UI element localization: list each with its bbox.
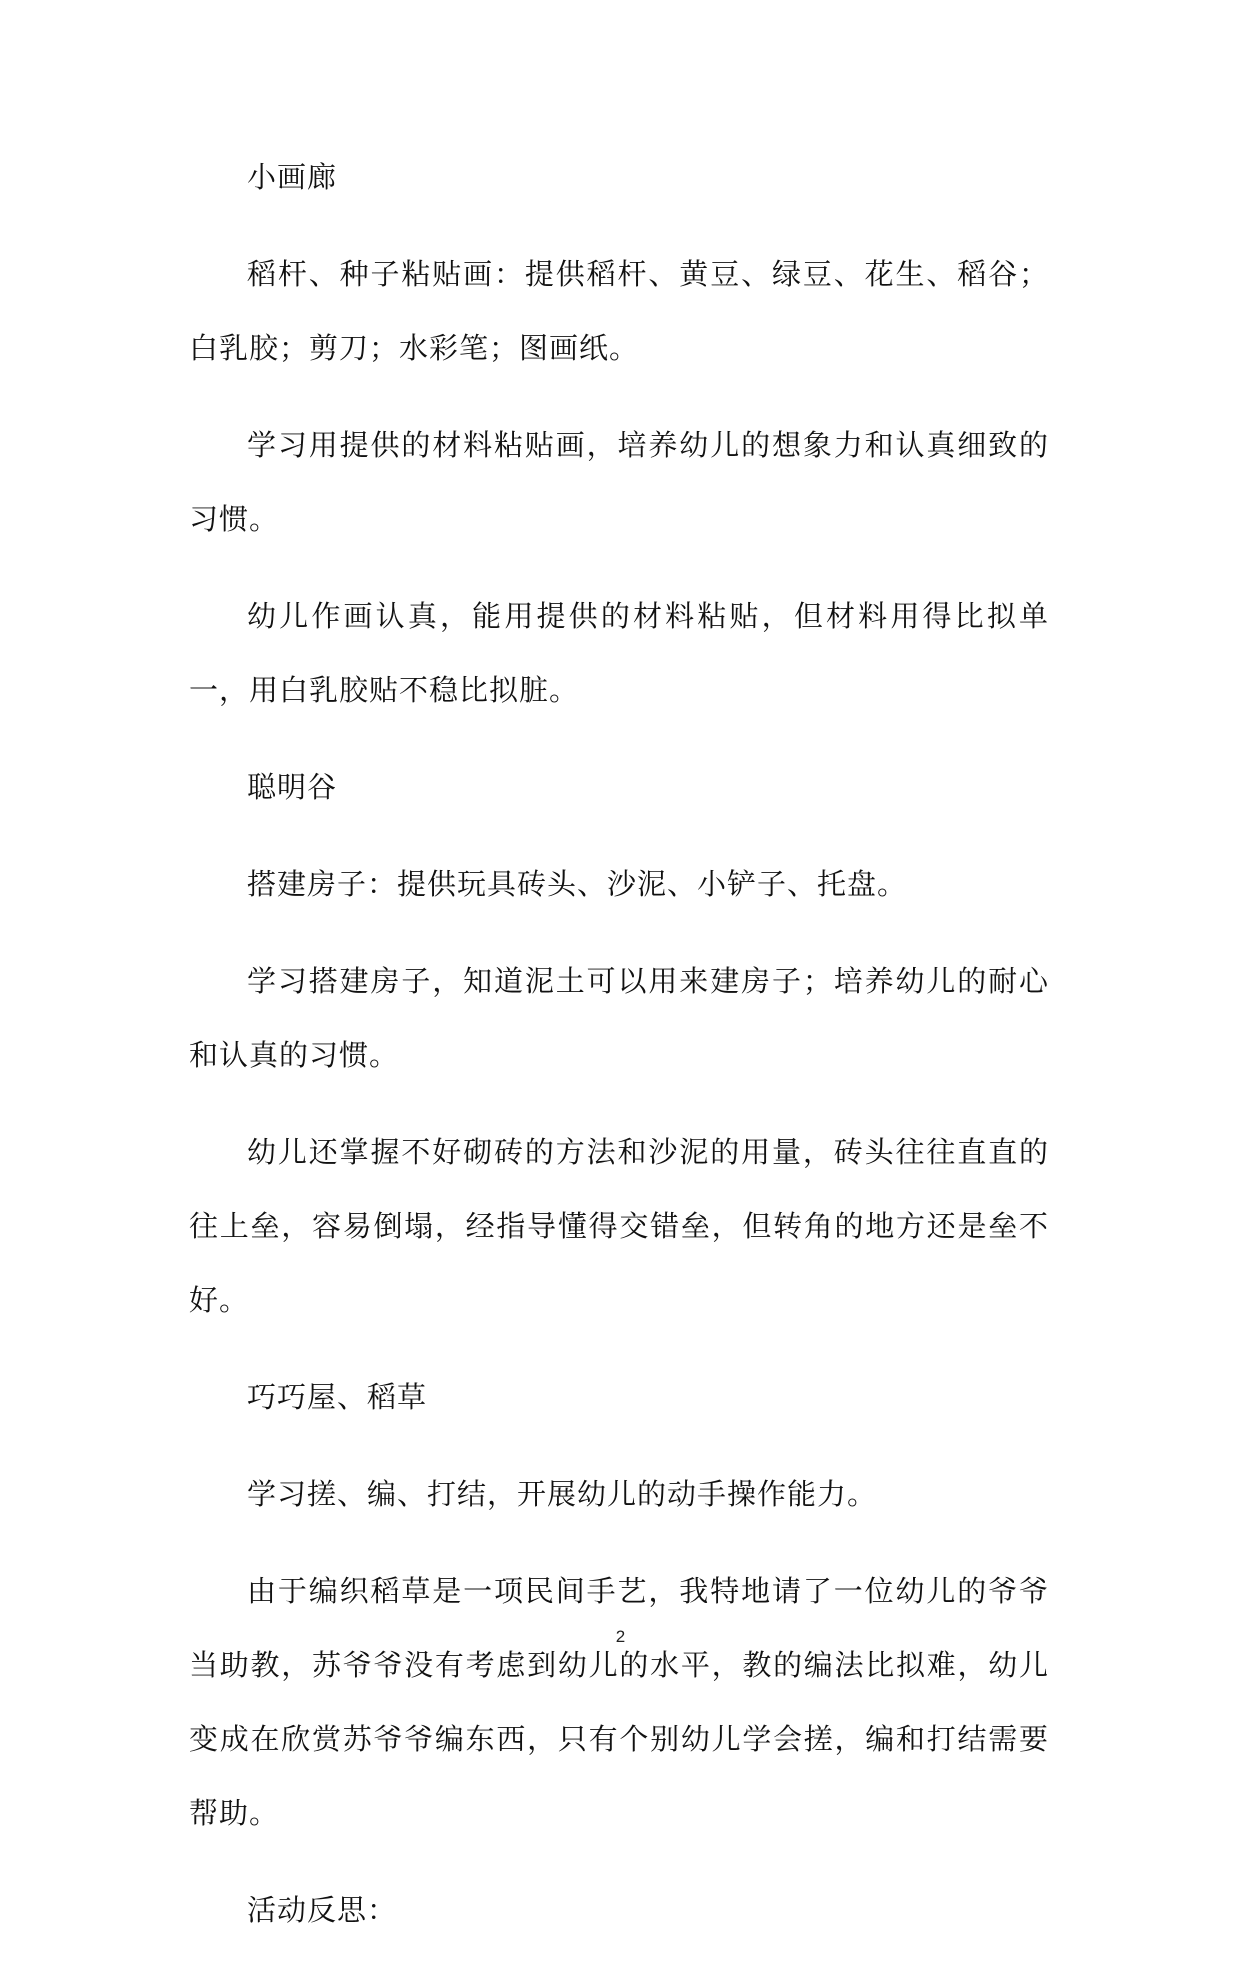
section-heading-gallery: 小画廊 [247,160,338,194]
section-heading-reflection: 活动反思： [247,1893,398,1927]
paragraph-observation-collage: 幼儿作画认真，能用提供的材料粘贴，但材料用得比拟单一，用白乳胶贴不稳比拟脏。 [189,599,1049,707]
paragraph-goal-weaving: 学习搓、编、打结，开展幼儿的动手操作能力。 [247,1477,878,1511]
paragraph-materials-collage: 稻杆、种子粘贴画：提供稻杆、黄豆、绿豆、花生、稻谷；白乳胶；剪刀；水彩笔；图画纸。 [189,257,1049,365]
document-body [189,140,1049,1970]
paragraph-goal-building: 学习搭建房子，知道泥土可以用来建房子；培养幼儿的耐心和认真的习惯。 [189,964,1049,1072]
page-number: 2 [615,1627,626,1646]
paragraph-observation-building: 幼儿还掌握不好砌砖的方法和沙泥的用量，砖头往往直直的往上垒，容易倒塌，经指导懂得交错垒，但转角的地方还是垒不好。 [189,1135,1049,1317]
section-heading-craft-house: 巧巧屋、稻草 [247,1380,428,1414]
paragraph-materials-building: 搭建房子：提供玩具砖头、沙泥、小铲子、托盘。 [247,867,908,901]
paragraph-observation-weaving: 由于编织稻草是一项民间手艺，我特地请了一位幼儿的爷爷当助教，苏爷爷没有考虑到幼儿的水平，教的编法比拟难，幼儿变成在欣赏苏爷爷编东西，只有个别幼儿学会搓，编和打结需要帮助。 [189,1574,1049,1830]
paragraph-goal-collage: 学习用提供的材料粘贴画，培养幼儿的想象力和认真细致的习惯。 [189,428,1049,536]
section-heading-clever-valley: 聪明谷 [247,770,338,804]
